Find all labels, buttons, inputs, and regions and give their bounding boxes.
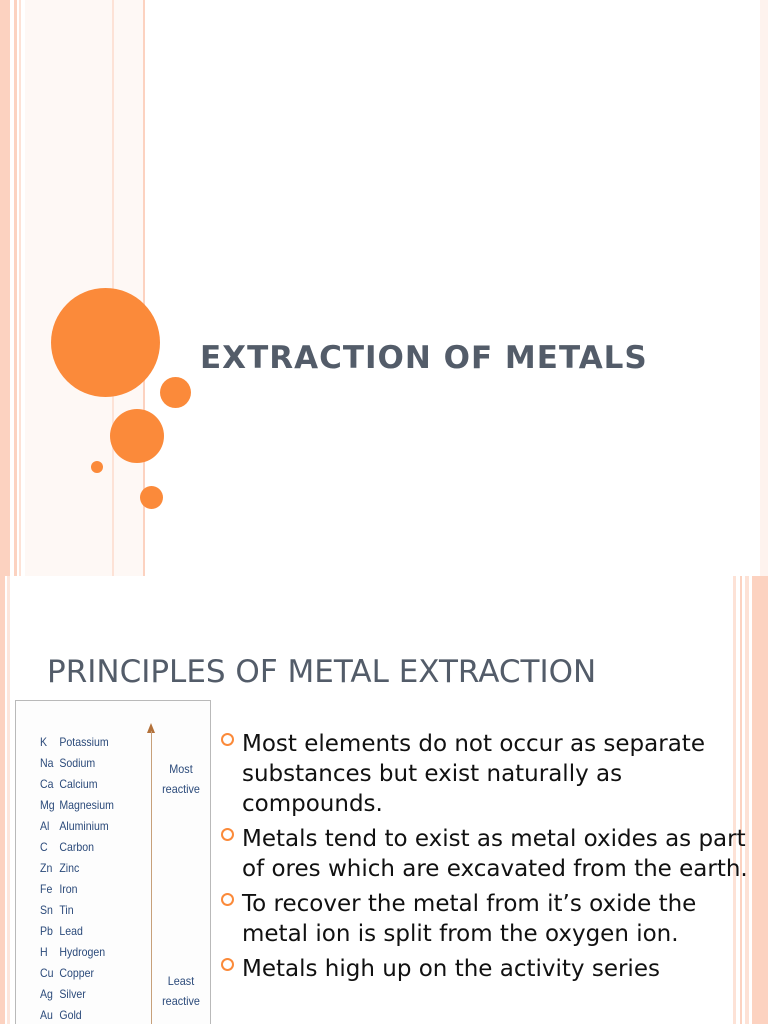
bullet-item: Most elements do not occur as separate substances but exist naturally as compounds. xyxy=(218,729,758,819)
left-stripe xyxy=(14,0,17,576)
left-stripe xyxy=(7,576,10,1024)
most-reactive-label: Most reactive xyxy=(162,762,200,796)
small-orange-circle xyxy=(140,486,163,509)
circle-bullet-icon xyxy=(221,958,234,971)
element-row: Al Aluminium xyxy=(40,819,109,833)
right-stripe xyxy=(760,0,768,576)
circle-bullet-icon xyxy=(221,893,234,906)
element-row: C Carbon xyxy=(40,840,94,854)
bullet-item: Metals tend to exist as metal oxides as part of ores which are excavated from the earth. xyxy=(218,824,758,884)
bullet-item: To recover the metal from it’s oxide the metal ion is split from the oxygen ion. xyxy=(218,889,758,949)
slide-title: EXTRACTION OF METALS xyxy=(200,340,648,376)
element-row: Cu Copper xyxy=(40,966,94,980)
bullet-list xyxy=(218,729,758,989)
medium-orange-circle xyxy=(110,409,164,463)
element-row: Sn Tin xyxy=(40,903,74,917)
element-row: K Potassium xyxy=(40,735,109,749)
activity-series-table xyxy=(15,700,211,1024)
left-stripe xyxy=(19,0,21,576)
left-stripe xyxy=(0,576,5,1024)
content-slide xyxy=(0,576,768,1024)
left-decorative-band xyxy=(0,0,10,576)
element-row: Mg Magnesium xyxy=(40,798,114,812)
bullet-item: Metals high up on the activity series xyxy=(218,954,758,984)
circle-bullet-icon xyxy=(221,733,234,746)
tiny-orange-circle xyxy=(91,461,103,473)
slide-title: PRINCIPLES OF METAL EXTRACTION xyxy=(47,654,597,690)
element-row: Na Sodium xyxy=(40,756,96,770)
element-row: Pb Lead xyxy=(40,924,83,938)
element-row: Zn Zinc xyxy=(40,861,80,875)
element-row: H Hydrogen xyxy=(40,945,106,959)
small-orange-circle xyxy=(160,377,191,408)
left-stripe xyxy=(25,0,145,576)
circle-bullet-icon xyxy=(221,828,234,841)
element-row: Fe Iron xyxy=(40,882,78,896)
large-orange-circle xyxy=(51,288,160,397)
element-row: Ca Calcium xyxy=(40,777,98,791)
element-row: Au Gold xyxy=(40,1008,82,1022)
element-row: Ag Silver xyxy=(40,987,86,1001)
least-reactive-label: Least reactive xyxy=(162,974,200,1008)
